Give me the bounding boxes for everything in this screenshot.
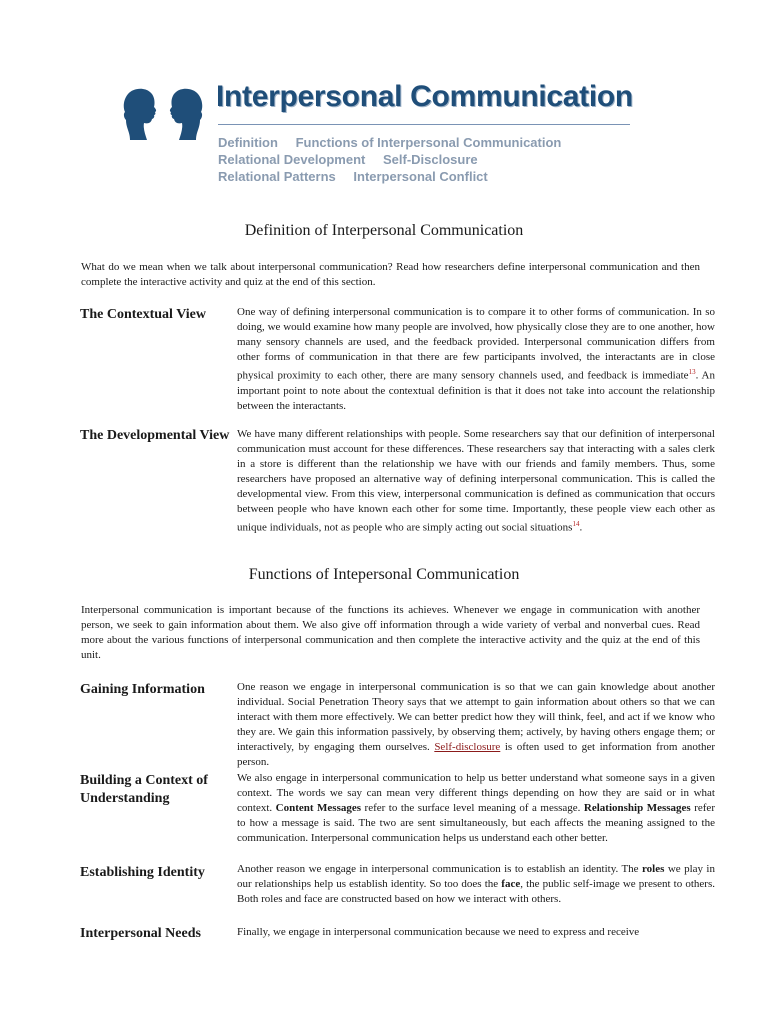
desc-text: We also engage in interpersonal communication to help us better understand what someone says in a given context. The words we say can mean very different things depending on how they are said or in what context. [237,772,715,814]
self-disclosure-link[interactable]: Self-disclosure [434,741,501,753]
desc-text: refer to how a message is said. The two are sent simultaneously, but each affects the meaning assigned to the communication. Interpersonal communication helps us understand each other better. [237,802,715,844]
desc-text: , the public self-image we present to others. Both roles and face are constructed based on how we interact with others. [237,878,715,905]
desc-building-context [237,771,715,846]
desc-text: We have many different relationships with people. Some researchers say that our definition of interpersonal communication must account for these differences. These researchers say that interacting with a sales clerk in a store is different than the relationship we have with our friends and family members. Thus, some researchers have proposed an alternative way of defining interpersonal communication. This is called the developmental view. From this view, interpersonal communication is defined as communication that occurs between people who have known each other for some time. Importantly, these people view each other as unique individuals, not as people who are simply acting out social situations [237,428,715,534]
footnote-ref[interactable]: 14 [572,520,580,528]
desc-text: we play in our relationships help us establish identity. So too does the [237,863,715,890]
section-title-functions: Functions of Intepersonal Communication [248,566,520,583]
nav-link-relational-development[interactable]: Relational Development [218,152,366,167]
section-title-definition: Definition of Interpersonal Communication [244,222,524,239]
desc-contextual-view [237,305,715,414]
bold-term: roles [641,863,665,875]
term-building-context: Building a Context of Understanding [80,773,208,806]
nav-row-3 [218,169,502,184]
nav-link-definition[interactable]: Definition [218,135,278,150]
desc-gaining-information [237,680,715,770]
desc-text: is often used to get information from another person. [237,741,715,768]
nav-link-relational-patterns[interactable]: Relational Patterns [218,169,336,184]
term-developmental-view: The Developmental View [80,428,230,443]
section-intro-functions: Interpersonal communication is important because of the functions its achieves. Whenever we engage in communication with another person, we seek to gain information about them. We also give off information through a wide variety of verbal and nonverbal cues. Read more about the various functions of interpersonal communication and then complete the interactive activity and the quiz at the end of this unit. [81,604,700,661]
desc-text: . [579,521,583,534]
bold-term: Content Messages [275,802,362,814]
nav-link-functions[interactable]: Functions of Interpersonal Communication [295,135,562,150]
nav-row-1 [218,135,575,150]
desc-text: refer to the surface level meaning of a message. [361,802,584,814]
two-heads-silhouette-icon [120,86,206,142]
term-establishing-identity: Establishing Identity [80,865,205,880]
desc-text: . An important point to note about the contextual definition is that it does not take into account the relationship between the interactants. [237,369,716,412]
nav-link-self-disclosure[interactable]: Self-Disclosure [383,152,478,167]
footnote-ref[interactable]: 13 [688,368,696,376]
term-interpersonal-needs: Interpersonal Needs [80,926,201,941]
section-intro-definition: What do we mean when we talk about interpersonal communication? Read how researchers define interpersonal communication and then complete the interactive activity and quiz at the end of this section. [81,261,700,288]
bold-term: Relationship Messages [583,802,691,814]
bold-term: face [501,878,521,890]
page-header [120,78,665,198]
desc-text: Another reason we engage in interpersonal communication is to establish an identity. The [237,863,642,875]
desc-text: One reason we engage in interpersonal communication is so that we can gain knowledge about another individual. Social Penetration Theory says that we attempt to gain information about others so that we can interact with them more effectively. We can better predict how they will think, feel, and act if we know who they are. We gain this information passively, by observing them; actively, by having others engage them; or interactively, by engaging them ourselves. [237,681,715,753]
nav-link-interpersonal-conflict[interactable]: Interpersonal Conflict [353,169,488,184]
desc-interpersonal-needs [237,925,715,940]
nav-row-2 [218,152,492,167]
desc-text: Finally, we engage in interpersonal communication because we need to express and receive [237,926,640,938]
desc-developmental-view [237,427,715,536]
term-contextual-view: The Contextual View [80,307,206,322]
desc-establishing-identity [237,862,715,907]
term-gaining-information: Gaining Information [80,682,205,697]
title-divider [218,124,630,125]
page-title: Interpersonal Communication [216,80,633,113]
desc-text: One way of defining interpersonal communication is to compare it to other forms of communication. In so doing, we would examine how many people are involved, how physically close they are to one another, how many sensory channels are used, and the feedback provided. Interpersonal communication differs from other forms of communication in that there are few participants involved, the interactants are in close physical proximity to each other, there are many sensory channels used, and feedback is immediate [237,306,715,382]
